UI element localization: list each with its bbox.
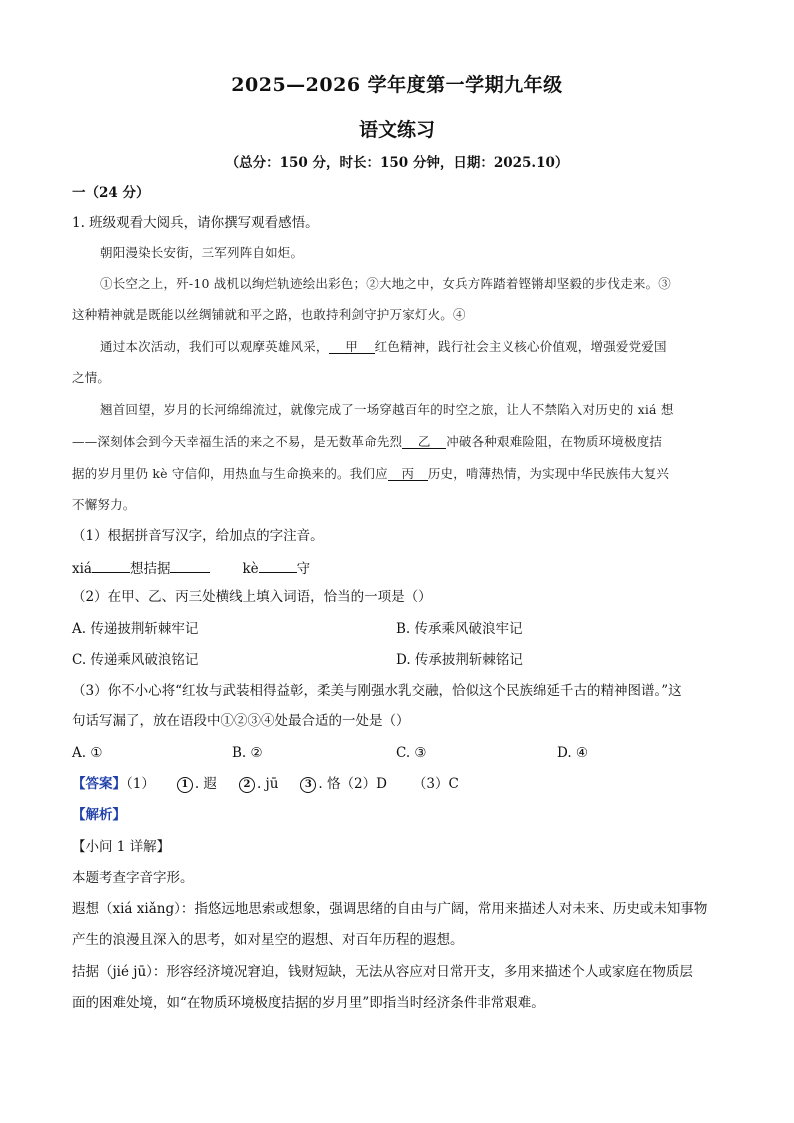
analysis-sub-heading: 【小问 1 详解】 — [72, 839, 171, 855]
option-c[interactable]: C. 传递乘风破浪铭记 — [72, 652, 199, 668]
passage-text: 冲破各种艰难险阻，在物质环境极度拮 — [446, 434, 663, 449]
sub-question-1-fill — [72, 556, 732, 579]
blank-bing: 丙 — [388, 464, 428, 481]
answer-line — [72, 774, 732, 794]
passage-line-1: 朝阳漫染长安街，三军列阵自如炬。 — [100, 245, 304, 260]
option-d[interactable]: D. ④ — [557, 745, 589, 761]
circle-number-2: 2 — [239, 777, 255, 793]
blank-jia: 甲 — [329, 337, 375, 354]
passage-line-8 — [72, 464, 732, 484]
analysis-para-2b: 面的困难处境，如“在物质环境极度拮据的岁月里”即指当时经济条件非常艰难。 — [72, 995, 545, 1011]
passage-line-5: 之情。 — [72, 370, 111, 385]
blank-yi: 乙 — [402, 432, 446, 449]
analysis-intro: 本题考查字音字形。 — [72, 870, 194, 886]
answer-part-3: （3）C — [412, 776, 459, 792]
passage-text: 据的岁月里仍 kè 守信仰，用热血与生命换来的。我们应 — [72, 466, 388, 481]
analysis-para-1a: 遐想（xiá xiǎng）：指悠远地思索或想象，强调思绪的自由与广阔，常用来描述人对未来、历史或未知事物 — [72, 901, 708, 917]
answer-value: . 恪（2）D — [318, 776, 387, 792]
word-shou: 守 — [296, 561, 311, 577]
option-b[interactable]: B. ② — [232, 745, 263, 761]
passage-text: 红色精神，践行社会主义核心价值观，增强爱党爱国 — [374, 339, 667, 354]
exam-title: 2025—2026 学年度第一学期九年级 — [231, 74, 563, 96]
passage-line-4 — [100, 337, 732, 357]
sub-question-1: （1）根据拼音写汉字，给加点的字注音。 — [72, 528, 324, 544]
passage-line-9: 不懈努力。 — [72, 497, 136, 512]
option-d[interactable]: D. 传承披荆斩棘铭记 — [396, 652, 523, 668]
pinyin-ke: kè — [242, 561, 259, 577]
passage-text: ——深刻体会到今天幸福生活的来之不易，是无数革命先烈 — [72, 434, 403, 449]
analysis-label: 【解析】 — [72, 807, 126, 823]
answer-value: . jū — [256, 776, 279, 792]
circle-number-3: 3 — [300, 777, 316, 793]
answer-value: . 遐 — [194, 776, 217, 792]
sub-question-3-line-1: （3）你不小心将“红妆与武装相得益彰，柔美与刚强水乳交融，恰似这个民族绵延千古的精神图谱。”这 — [72, 683, 682, 699]
option-a[interactable]: A. 传递披荆斩棘牢记 — [72, 621, 199, 637]
option-a[interactable]: A. ① — [72, 745, 103, 761]
passage-line-7 — [72, 432, 732, 452]
sub-question-3-line-2: 句话写漏了，放在语段中①②③④处最合适的一处是（） — [72, 713, 410, 729]
exam-info: （总分：150 分，时长：150 分钟，日期：2025.10） — [225, 155, 569, 171]
answer-blank[interactable] — [259, 556, 297, 573]
passage-line-3: 这种精神就是既能以丝绸铺就和平之路，也敢持利剑守护万家灯火。④ — [72, 307, 466, 322]
analysis-para-2a: 拮据（jié jū）：形容经济境况窘迫，钱财短缺，无法从容应对日常开支，多用来描述个人或家庭在物质层 — [72, 964, 693, 980]
question-1-stem: 1. 班级观看大阅兵，请你撰写观看感悟。 — [72, 215, 319, 231]
answer-blank[interactable] — [170, 556, 210, 573]
passage-text: 通过本次活动，我们可以观摩英雄风采， — [100, 339, 329, 354]
passage-text: 历史，啃薄热情，为实现中华民族伟大复兴 — [427, 466, 670, 481]
passage-line-2: ①长空之上，歼-10 战机以绚烂轨迹绘出彩色；②大地之中，女兵方阵踏着铿锵却坚毅的步伐走来。③ — [100, 276, 672, 291]
sub-question-2: （2）在甲、乙、丙三处横线上填入词语，恰当的一项是（） — [72, 589, 432, 605]
subject-title: 语文练习 — [358, 119, 435, 141]
passage-line-6: 翘首回望，岁月的长河绵绵流过，就像完成了一场穿越百年的时空之旅，让人不禁陷入对历史的 xiá 想 — [100, 402, 674, 417]
answer-label: 【答案】 — [72, 776, 126, 792]
word-jieju: 想拮据 — [129, 561, 171, 577]
answer-part-1: （1） — [126, 776, 155, 792]
section-heading: 一（24 分） — [72, 185, 150, 201]
circle-number-1: 1 — [177, 777, 193, 793]
option-c[interactable]: C. ③ — [396, 745, 427, 761]
answer-blank[interactable] — [92, 556, 130, 573]
analysis-para-1b: 产生的浪漫且深入的思考，如对星空的遐想、对百年历程的遐想。 — [72, 932, 464, 948]
pinyin-xia: xiá — [72, 561, 92, 577]
option-b[interactable]: B. 传承乘风破浪牢记 — [396, 621, 523, 637]
